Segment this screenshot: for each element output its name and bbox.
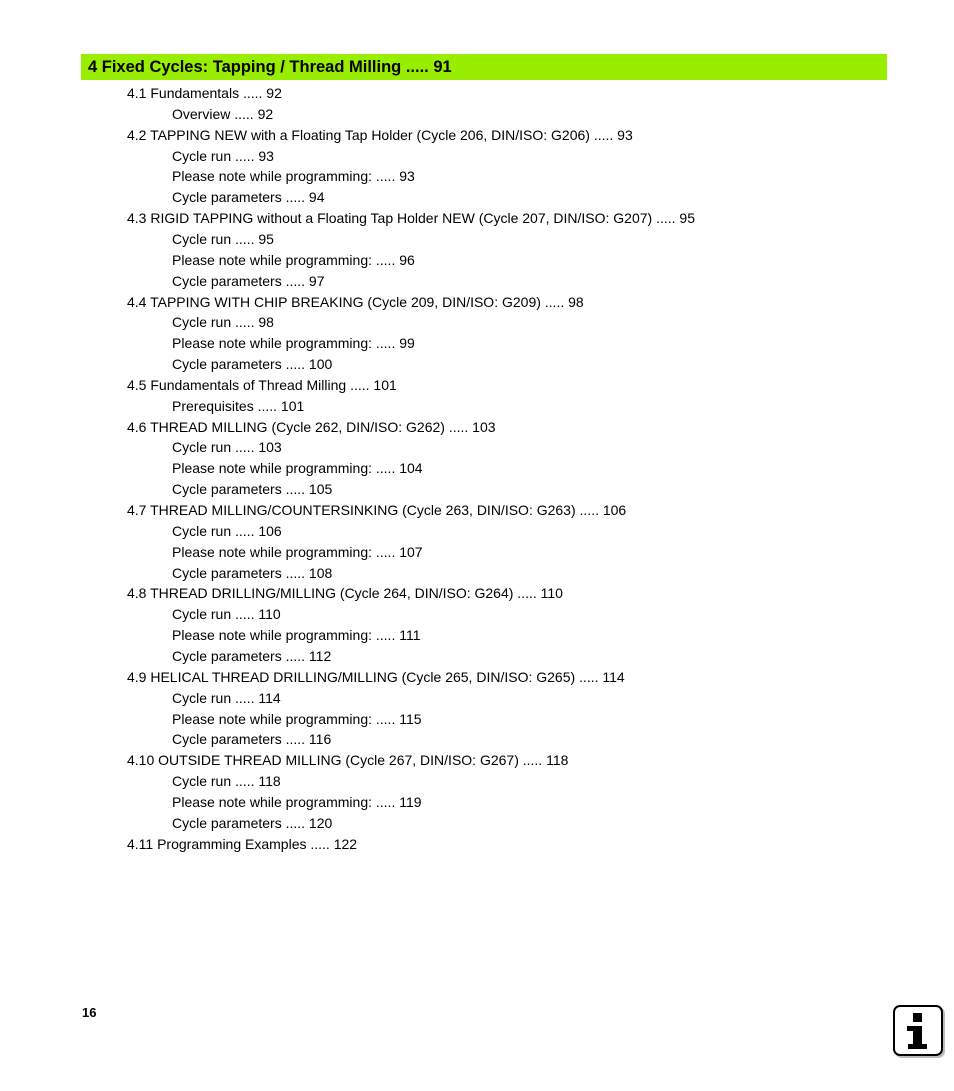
chapter-title[interactable]: 4 Fixed Cycles: Tapping / Thread Milling ..... 91 <box>88 57 452 76</box>
toc-subsection-entry[interactable]: Cycle parameters ..... 105 <box>172 481 333 498</box>
toc-section-entry[interactable]: 4.7 THREAD MILLING/COUNTERSINKING (Cycle 263, DIN/ISO: G263) ..... 106 <box>127 502 627 518</box>
toc-subsection-entry[interactable]: Cycle run ..... 106 <box>172 522 282 539</box>
toc-subsection-entry[interactable]: Cycle parameters ..... 116 <box>172 731 332 748</box>
toc-section-entry[interactable]: 4.2 TAPPING NEW with a Floating Tap Holder (Cycle 206, DIN/ISO: G206) ..... 93 <box>127 126 633 143</box>
toc-subsection-entry[interactable]: Cycle run ..... 98 <box>172 314 274 331</box>
toc-subsection-entry[interactable]: Please note while programming: ..... 115 <box>172 710 422 727</box>
toc-subsection-entry[interactable]: Prerequisites ..... 101 <box>172 397 305 414</box>
toc-subsection-entry[interactable]: Cycle run ..... 95 <box>172 230 274 247</box>
toc-subsection-entry[interactable]: Cycle parameters ..... 97 <box>172 272 325 289</box>
toc-section-entry[interactable]: 4.9 HELICAL THREAD DRILLING/MILLING (Cycle 265, DIN/ISO: G265) ..... 114 <box>127 668 625 685</box>
toc-section-entry[interactable]: 4.1 Fundamentals ..... 92 <box>127 85 282 101</box>
toc-subsection-entry[interactable]: Cycle parameters ..... 108 <box>172 564 333 581</box>
toc-subsection-entry[interactable]: Cycle run ..... 114 <box>172 689 281 706</box>
toc-subsection-entry[interactable]: Overview ..... 92 <box>172 105 274 122</box>
toc-subsection-entry[interactable]: Please note while programming: ..... 119 <box>172 793 422 810</box>
info-icon <box>893 1005 943 1056</box>
toc-subsection-entry[interactable]: Please note while programming: ..... 107 <box>172 543 423 560</box>
chapter-header-bar <box>81 54 887 80</box>
toc-subsection-entry[interactable]: Please note while programming: ..... 96 <box>172 251 415 268</box>
toc-section-entry[interactable]: 4.8 THREAD DRILLING/MILLING (Cycle 264, DIN/ISO: G264) ..... 110 <box>127 585 563 602</box>
toc-section-entry[interactable]: 4.10 OUTSIDE THREAD MILLING (Cycle 267, DIN/ISO: G267) ..... 118 <box>127 752 569 769</box>
toc-subsection-entry[interactable]: Please note while programming: ..... 111 <box>172 627 421 644</box>
toc-section-entry[interactable]: 4.5 Fundamentals of Thread Milling ..... 101 <box>127 376 397 393</box>
toc-subsection-entry[interactable]: Please note while programming: ..... 99 <box>172 335 415 352</box>
toc-subsection-entry[interactable]: Cycle parameters ..... 94 <box>172 189 325 206</box>
toc-subsection-entry[interactable]: Cycle parameters ..... 120 <box>172 814 333 831</box>
toc-subsection-entry[interactable]: Cycle parameters ..... 100 <box>172 356 333 373</box>
toc-subsection-entry[interactable]: Cycle run ..... 93 <box>172 147 274 164</box>
toc-subsection-entry[interactable]: Cycle parameters ..... 112 <box>172 647 332 664</box>
toc-subsection-entry[interactable]: Cycle run ..... 103 <box>172 439 282 456</box>
toc-section-entry[interactable]: 4.11 Programming Examples ..... 122 <box>127 835 358 852</box>
toc-section-entry[interactable]: 4.4 TAPPING WITH CHIP BREAKING (Cycle 209, DIN/ISO: G209) ..... 98 <box>127 293 584 310</box>
toc-subsection-entry[interactable]: Cycle run ..... 118 <box>172 773 281 790</box>
toc-section-entry[interactable]: 4.6 THREAD MILLING (Cycle 262, DIN/ISO: G262) ..... 103 <box>127 418 496 435</box>
toc-subsection-entry[interactable]: Please note while programming: ..... 104 <box>172 460 423 477</box>
toc-subsection-entry[interactable]: Please note while programming: ..... 93 <box>172 168 415 185</box>
toc-subsection-entry[interactable]: Cycle run ..... 110 <box>172 606 281 623</box>
toc-section-entry[interactable]: 4.3 RIGID TAPPING without a Floating Tap Holder NEW (Cycle 207, DIN/ISO: G207) ..... 95 <box>127 210 695 227</box>
page-number: 16 <box>82 1005 97 1020</box>
